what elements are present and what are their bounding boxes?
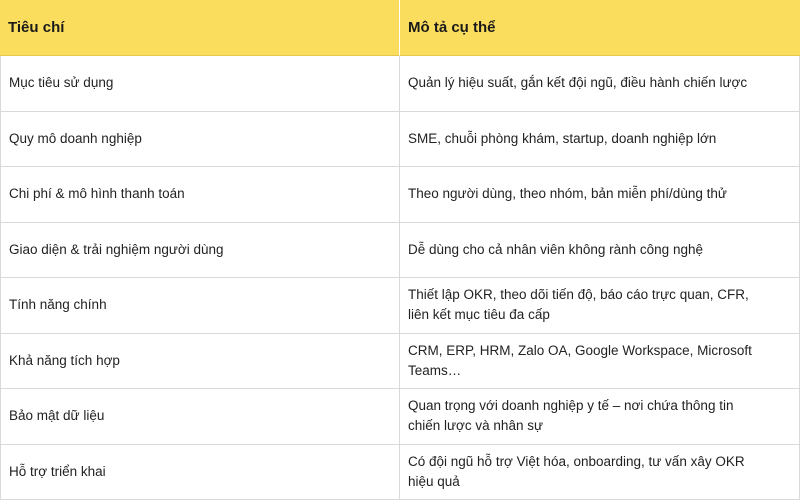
description-cell-company-size: SME, chuỗi phòng khám, startup, doanh nghiệp lớn [400,112,800,168]
description-cell-integration: CRM, ERP, HRM, Zalo OA, Google Workspace, Microsoft Teams… [400,334,800,390]
description-cell-cost-model: Theo người dùng, theo nhóm, bản miễn phí/dùng thử [400,167,800,223]
criteria-cell-cost-model: Chi phí & mô hình thanh toán [0,167,400,223]
header-criteria: Tiêu chí [0,0,400,56]
header-description: Mô tả cụ thể [400,0,800,56]
criteria-cell-company-size: Quy mô doanh nghiệp [0,112,400,168]
criteria-cell-data-security: Bảo mật dữ liệu [0,389,400,445]
criteria-cell-deployment-support: Hỗ trợ triển khai [0,445,400,500]
description-cell-deployment-support: Có đội ngũ hỗ trợ Việt hóa, onboarding, tư vấn xây OKR hiệu quả [400,445,800,500]
description-cell-main-features: Thiết lập OKR, theo dõi tiến độ, báo cáo trực quan, CFR, liên kết mục tiêu đa cấp [400,278,800,334]
description-cell-usage-goal: Quản lý hiệu suất, gắn kết đội ngũ, điều hành chiến lược [400,56,800,112]
criteria-cell-usage-goal: Mục tiêu sử dụng [0,56,400,112]
description-cell-ui-ux: Dễ dùng cho cả nhân viên không rành công nghệ [400,223,800,279]
criteria-cell-main-features: Tính năng chính [0,278,400,334]
description-cell-data-security: Quan trọng với doanh nghiệp y tế – nơi chứa thông tin chiến lược và nhân sự [400,389,800,445]
criteria-cell-ui-ux: Giao diện & trải nghiệm người dùng [0,223,400,279]
criteria-cell-integration: Khả năng tích hợp [0,334,400,390]
